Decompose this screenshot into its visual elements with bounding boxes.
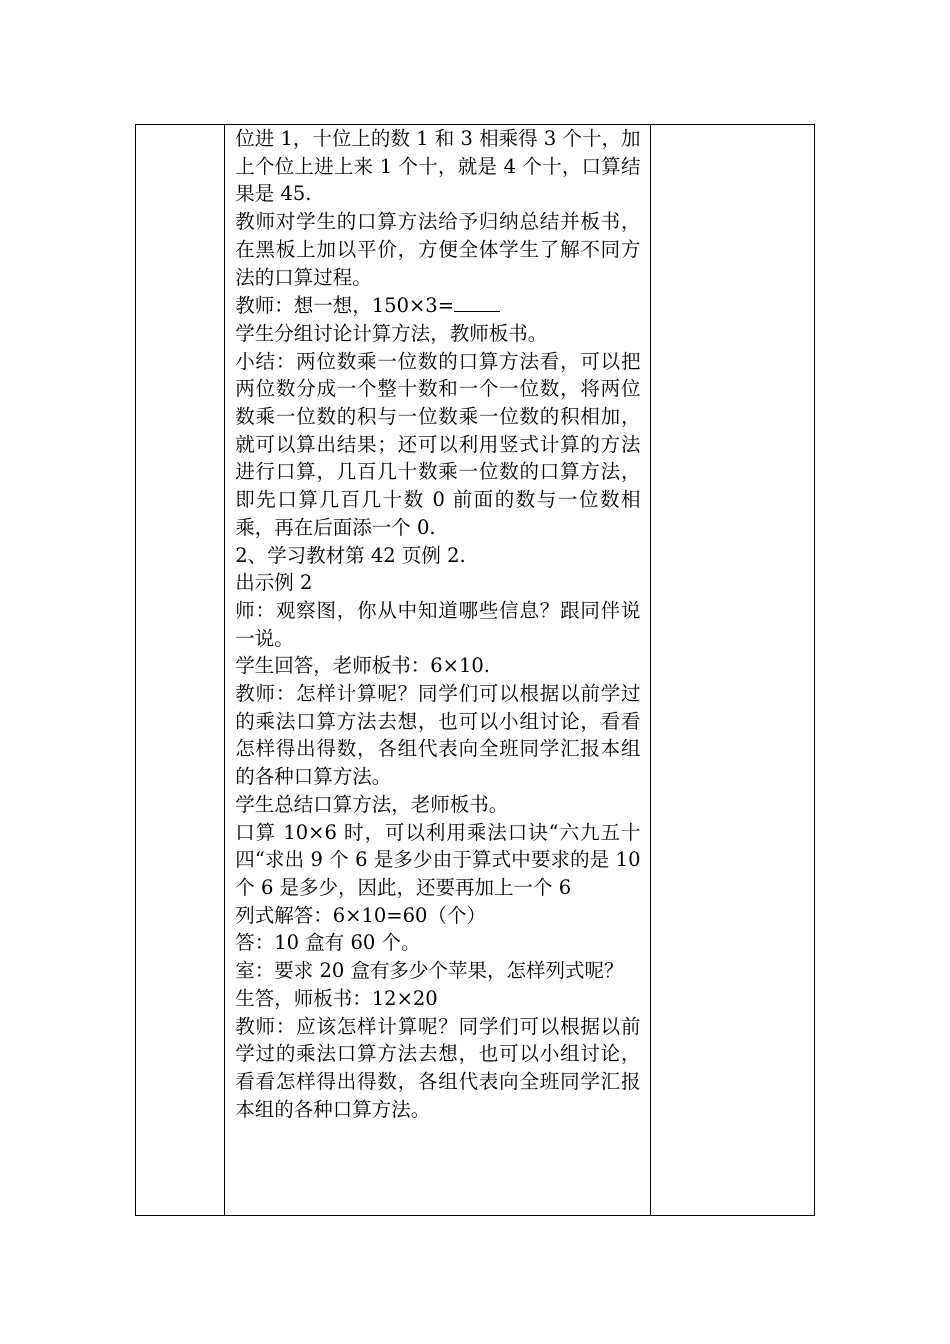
paragraph: 教师对学生的口算方法给予归纳总结并板书，在黑板上加以平价，方便全体学生了解不同方法的口算过程。 — [235, 210, 641, 289]
paragraph: 2、学习教材第 42 页例 2. — [235, 543, 466, 567]
paragraph: 教师：应该怎样计算呢？同学们可以根据以前学过的乘法口算方法去想，也可以小组讨论，看看怎样得出得数，各组代表向全班同学汇报本组的各种口算方法。 — [235, 1014, 641, 1121]
table-row — [136, 125, 815, 1216]
paragraph: 出示例 2 — [235, 571, 313, 595]
paragraph: 小结：两位数乘一位数的口算方法看，可以把两位数分成一个整十数和一个一位数，将两位数乘一位数的积与一位数乘一位数的积相加，就可以算出结果；还可以利用竖式计算的方法进行口算，几百几十数乘一位数的口算方法，即先口算几百几十数 0 前面的数与一位数相乘，再在后面添一个 0. — [235, 349, 641, 539]
paragraph: 答：10 盒有 60 个。 — [235, 931, 421, 955]
left-column-cell — [136, 125, 225, 1216]
paragraph-with-blank — [235, 291, 640, 320]
paragraph: 学生总结口算方法，老师板书。 — [235, 792, 509, 816]
lesson-text — [225, 125, 649, 1123]
main-content-cell — [225, 125, 650, 1216]
paragraph: 列式解答：6×10=60（个） — [235, 903, 486, 927]
paragraph: 位进 1，十位上的数 1 和 3 相乘得 3 个十，加上个位上进上来 1 个十，就是 4 个十，口算结果是 45. — [235, 127, 641, 206]
answer-blank — [454, 291, 500, 312]
paragraph: 师：观察图，你从中知道哪些信息？跟同伴说一说。 — [235, 598, 641, 650]
paragraph: 教师：怎样计算呢？同学们可以根据以前学过的乘法口算方法去想，也可以小组讨论，看看怎样得出得数，各组代表向全班同学汇报本组的各种口算方法。 — [235, 682, 641, 789]
paragraph: 生答，师板书：12×20 — [235, 986, 438, 1010]
paragraph: 室：要求 20 盒有多少个苹果，怎样列式呢？ — [235, 959, 624, 983]
paragraph-text: 教师：想一想，150×3= — [235, 294, 455, 318]
paragraph: 口算 10×6 时，可以利用乘法口诀“六九五十四“求出 9 个 6 是多少由于算式中要求的是 10 个 6 是多少，因此，还要再加上一个 6 — [235, 820, 641, 899]
paragraph: 学生分组讨论计算方法，教师板书。 — [235, 321, 548, 345]
paragraph: 学生回答，老师板书：6×10. — [235, 654, 491, 678]
lesson-plan-table — [135, 124, 815, 1216]
right-column-cell — [650, 125, 815, 1216]
